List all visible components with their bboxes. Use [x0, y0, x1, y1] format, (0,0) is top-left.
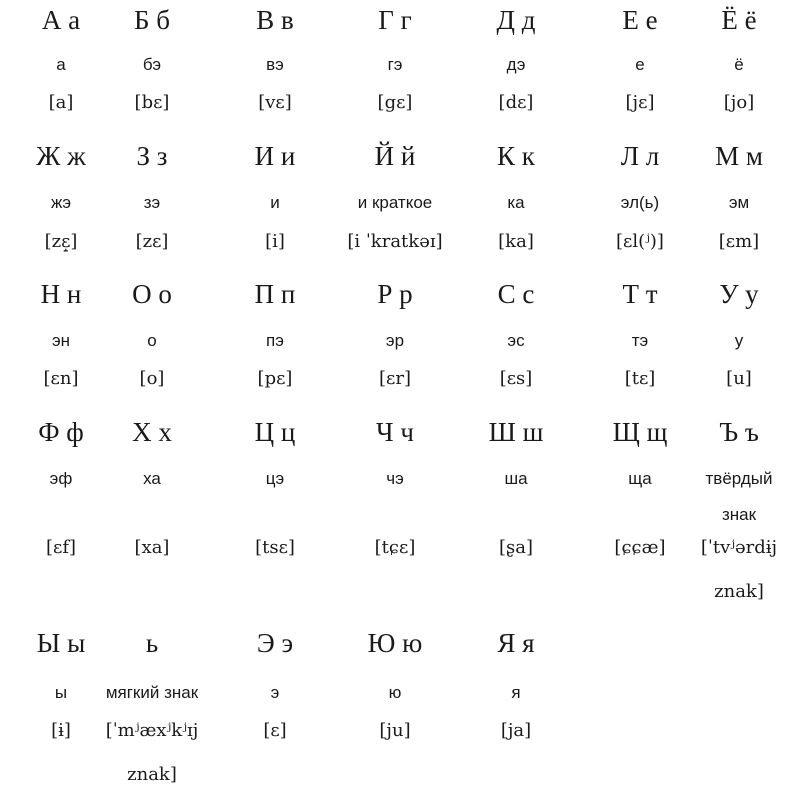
letter-pronunciation: [ju] [379, 720, 411, 741]
letter-name: о [147, 331, 157, 350]
letter-name: эс [507, 331, 525, 350]
letter-glyph: Й й [374, 141, 416, 171]
letter-glyph: А а [41, 5, 81, 35]
letter-glyph: Я я [497, 628, 535, 658]
letter-name: и [270, 193, 280, 212]
letter-pronunciation: [o] [139, 368, 165, 389]
letter-glyph: Ш ш [488, 417, 544, 447]
letter-glyph: В в [256, 5, 294, 35]
letter-pronunciation: [xa] [134, 537, 170, 558]
letter-glyph: Ъ ъ [719, 417, 759, 447]
letter-glyph: У у [719, 279, 759, 309]
letter-name: ша [504, 469, 528, 488]
letter-name: эм [728, 193, 750, 212]
letter-pronunciation: [i ˈkratkəɪ] [347, 231, 443, 252]
letter-name: бэ [142, 55, 162, 74]
letter-name: и краткое [357, 193, 433, 212]
letter-glyph: М м [715, 141, 763, 171]
letter-glyph: З з [136, 141, 168, 171]
letter-name: жэ [50, 193, 72, 212]
letter-pronunciation: [ɛf] [45, 537, 77, 558]
letter-name: твёрдый знак [705, 469, 773, 524]
letter-name: дэ [506, 55, 526, 74]
letter-pronunciation: [ɛm] [718, 231, 760, 252]
letter-glyph: Ы ы [36, 628, 86, 658]
letter-pronunciation: [zɛ] [135, 231, 169, 252]
letter-name: мягкий знак [105, 683, 199, 702]
letter-pronunciation: [ˈmʲæxʲkʲɪj znak] [105, 720, 199, 785]
letter-glyph: Л л [620, 141, 660, 171]
letter-name: пэ [266, 331, 284, 350]
letter-name: вэ [266, 55, 284, 74]
letter-glyph: О о [132, 279, 172, 309]
letter-pronunciation: [ja] [500, 720, 532, 741]
letter-pronunciation: [ɛn] [43, 368, 79, 389]
letter-pronunciation: [ɕɕæ] [614, 537, 666, 558]
letter-glyph: Ю ю [367, 628, 423, 658]
letter-pronunciation: [bɛ] [134, 92, 170, 113]
letter-name: а [56, 55, 66, 74]
letter-pronunciation: [a] [48, 92, 74, 113]
letter-pronunciation: [tɕɛ] [374, 537, 416, 558]
letter-pronunciation: [dɛ] [498, 92, 534, 113]
letter-name: е [635, 55, 645, 74]
letter-name: эл(ь) [620, 193, 660, 212]
letter-name: эф [49, 469, 73, 488]
letter-glyph: Е е [622, 5, 658, 35]
letter-pronunciation: [ɨ] [51, 720, 71, 741]
letter-pronunciation: [vɛ] [258, 92, 292, 113]
letter-glyph: Н н [40, 279, 82, 309]
letter-glyph: Э э [256, 628, 294, 658]
letter-name: ю [388, 683, 402, 702]
letter-name: я [511, 683, 521, 702]
letter-pronunciation: [zɛ̝] [44, 231, 78, 252]
letter-glyph: Ч ч [376, 417, 414, 447]
letter-name: цэ [265, 469, 285, 488]
letter-name: э [270, 683, 280, 702]
letter-glyph: Д д [496, 5, 536, 35]
letter-pronunciation: [tsɛ] [255, 537, 295, 558]
letter-glyph: Щ щ [612, 417, 668, 447]
letter-name: ы [54, 683, 68, 702]
letter-glyph: Ж ж [36, 141, 86, 171]
letter-name: зэ [143, 193, 161, 212]
letter-glyph: С с [497, 279, 535, 309]
letter-pronunciation: [ɛr] [379, 368, 411, 389]
letter-glyph: И и [254, 141, 296, 171]
letter-name: ха [143, 469, 161, 488]
letter-glyph: Ф ф [38, 417, 84, 447]
letter-pronunciation: [ˈtvʲərdɨj znak] [700, 537, 778, 602]
letter-glyph: К к [497, 141, 535, 171]
letter-glyph: Г г [378, 5, 412, 35]
letter-pronunciation: [ʂa] [498, 537, 533, 558]
letter-pronunciation: [jɛ] [625, 92, 655, 113]
letter-name: ё [734, 55, 744, 74]
letter-glyph: Б б [134, 5, 170, 35]
letter-pronunciation: [ka] [498, 231, 534, 252]
letter-name: гэ [387, 55, 403, 74]
letter-pronunciation: [pɛ] [257, 368, 293, 389]
letter-name: чэ [386, 469, 404, 488]
letter-glyph: ь [145, 628, 159, 658]
letter-pronunciation: [i] [265, 231, 285, 252]
letter-name: ща [628, 469, 652, 488]
letter-name: тэ [631, 331, 649, 350]
letter-pronunciation: [ɛs] [499, 368, 533, 389]
letter-glyph: Р р [377, 279, 413, 309]
letter-glyph: Х х [132, 417, 172, 447]
letter-glyph: Ё ё [721, 5, 757, 35]
letter-pronunciation: [ɛl(ʲ)] [616, 231, 664, 252]
letter-pronunciation: [gɛ] [377, 92, 413, 113]
letter-glyph: Ц ц [254, 417, 296, 447]
letter-name: ка [507, 193, 525, 212]
letter-pronunciation: [u] [726, 368, 752, 389]
letter-name: эн [51, 331, 71, 350]
letter-pronunciation: [jo] [723, 92, 755, 113]
letter-name: эр [385, 331, 405, 350]
letter-pronunciation: [ɛ] [263, 720, 287, 741]
letter-pronunciation: [tɛ] [624, 368, 656, 389]
letter-name: у [734, 331, 744, 350]
letter-glyph: Т т [622, 279, 658, 309]
letter-glyph: П п [254, 279, 296, 309]
